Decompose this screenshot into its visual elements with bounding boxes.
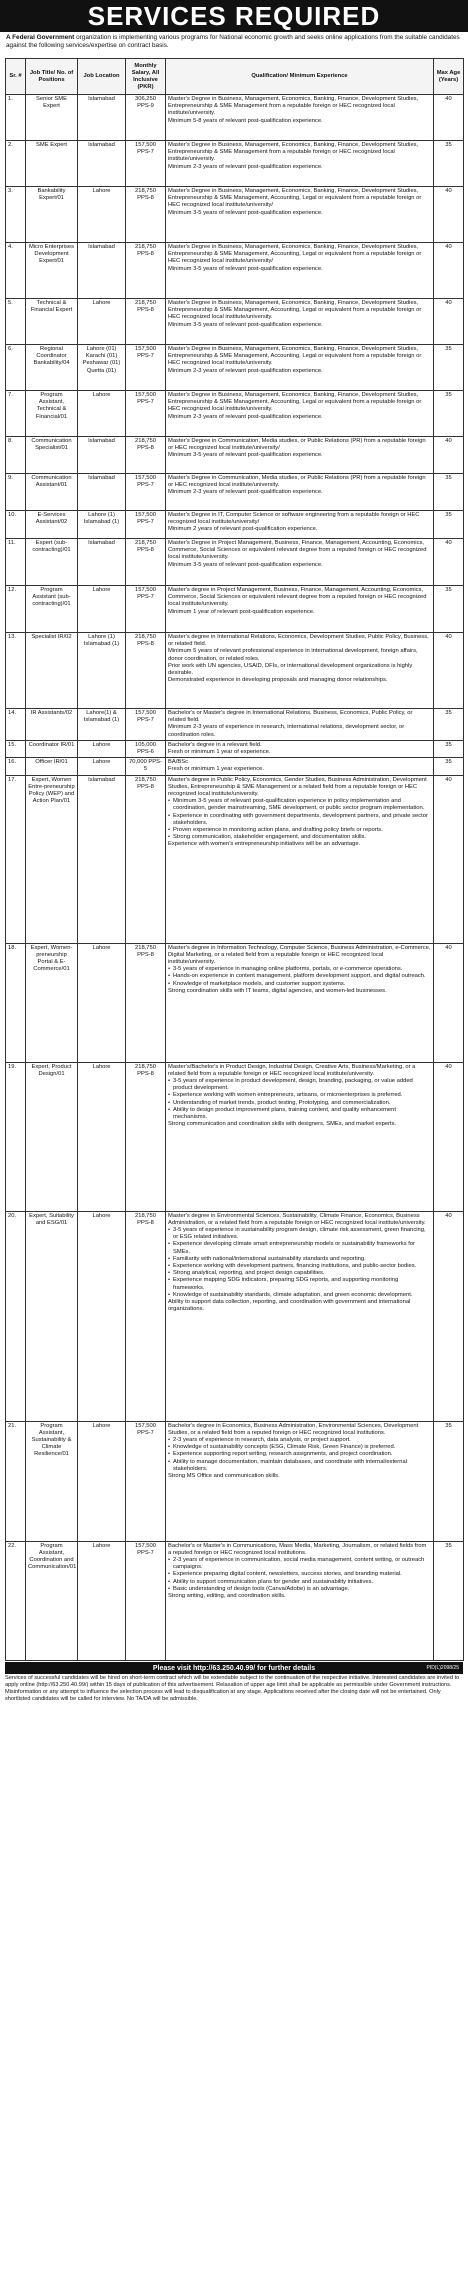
row-sr: 6. xyxy=(6,345,26,391)
qualification-bullets xyxy=(168,1437,431,1473)
row-salary: 157,500 PPS-7 xyxy=(126,1541,166,1660)
row-qualification xyxy=(166,740,434,757)
qualification-line: Bachelor's degree in Economics, Business Administration, Environmental Sciences, Development Studies, or a related field from a reputed foreign or HEC recognized local institutions. xyxy=(168,1422,419,1436)
table-row xyxy=(6,758,464,775)
table-row xyxy=(6,391,464,437)
row-location: Islamabad xyxy=(78,474,126,511)
row-age: 35 xyxy=(434,474,464,511)
row-sr: 1. xyxy=(6,95,26,141)
row-job-title: Communication Assistant/01 xyxy=(26,474,78,511)
qualification-line: Master's Degree in Business, Management, Economics, Banking, Finance, Development Studies, Entrepreneurship & SME Management, Accounting, Legal or equivalent from a reputable foreign or HEC recognized local institute/university/ xyxy=(168,188,422,209)
row-salary: 157,500 PPS-7 xyxy=(126,586,166,633)
row-location: Lahore xyxy=(78,299,126,345)
qualification-line: Minimum 3-5 years of relevant post-qualification experience. xyxy=(168,265,323,272)
row-salary: 157,500 PPS-7 xyxy=(126,391,166,437)
table-row xyxy=(6,1062,464,1211)
row-salary: 105,000 PPS-6 xyxy=(126,740,166,757)
qualification-bullet: • 2-3 years of experience in communication, social media management, content writing, or outreach campaigns. xyxy=(168,1557,431,1571)
row-sr: 9. xyxy=(6,474,26,511)
qualification-line: BA/BSc xyxy=(168,759,188,766)
qualification-line: Master's Degree in Business, Management, Economics, Banking, Finance, Development Studies, Entrepreneurship & SME Management, Accounting, Legal or equivalent from a reputable foreign or HEC recognized local institute/university. xyxy=(168,346,422,367)
table-row xyxy=(6,243,464,299)
row-location: Lahore xyxy=(78,1062,126,1211)
table-row xyxy=(6,1541,464,1660)
row-location: Lahore (1) Islamabad (1) xyxy=(78,633,126,709)
qualification-line: Master's Degree in Business, Management, Economics, Banking, Finance, Development Studies, Entrepreneurship & SME Management, Accounting, Legal or equivalent from a reputable foreign or HEC recognized local institute/university/ xyxy=(168,244,422,265)
table-row xyxy=(6,1421,464,1541)
qualification-bullet: • Familiarity with national/international sustainability standards and reporting. xyxy=(168,1256,431,1263)
row-qualification xyxy=(166,539,434,586)
row-age: 35 xyxy=(434,740,464,757)
row-age: 40 xyxy=(434,1062,464,1211)
row-sr: 8. xyxy=(6,437,26,474)
qualification-line: Master's degree in Information Technology, Computer Science, Business Administration, e-Commerce, Digital Marketing, or a related field from a reputable foreign or HEC recognized local institute/university. xyxy=(168,944,431,966)
row-salary: 157,500 PPS-7 xyxy=(126,709,166,741)
qualification-line: Master's degree in International Relations, Economics, Development Studies, Public Policy, Business, or related field. xyxy=(168,634,429,648)
table-row xyxy=(6,586,464,633)
qualification-line: Minimum 5 years of relevant professional experience in international development, foreign affairs, donor coordination, or related roles. xyxy=(168,648,418,662)
row-job-title: Communication Specialist/01 xyxy=(26,437,78,474)
row-job-title: Expert, Women Entre-preneurship Policy (WEP) and Action Plan/01 xyxy=(26,775,78,943)
qualification-line: Minimum 3-5 years of relevant post-qualification experience. xyxy=(168,209,323,216)
header-age: Max Age (Years) xyxy=(434,59,464,95)
row-qualification xyxy=(166,1062,434,1211)
row-qualification xyxy=(166,511,434,539)
intro-text xyxy=(0,32,468,58)
table-row xyxy=(6,775,464,943)
row-salary: 157,500 PPS-7 xyxy=(126,1421,166,1541)
row-age: 40 xyxy=(434,775,464,943)
qualification-bullets xyxy=(168,798,431,841)
qualification-bullet: • Experience working with women entrepreneurs, artisans, or microenterprises is preferred. xyxy=(168,1092,431,1099)
row-qualification xyxy=(166,95,434,141)
row-location: Lahore xyxy=(78,586,126,633)
row-age: 40 xyxy=(434,437,464,474)
row-sr: 3. xyxy=(6,187,26,243)
row-job-title: Micro Enterprises Development Expert/01 xyxy=(26,243,78,299)
jobs-table xyxy=(5,58,464,1661)
intro-body: organization is implementing various programs for National economic growth and seeks online applications from the suitable candidates against the following services/expertise on contract basis. xyxy=(6,34,460,49)
qualification-bullet: • Ability to design product improvement plans, training content, and quality enhancement mechanisms. xyxy=(168,1107,431,1121)
qualification-line: Master's degree in Public Policy, Economics, Gender Studies, Business Administration, Development Studies, Entrepreneurship & SME Management or a related field from a reputable foreign or HEC recognized local institute/university. xyxy=(168,776,427,798)
qualification-line: Master's Degree in Communication, Media studies, or Public Relations (PR) from a reputable foreign or HEC recognized local institute/university/ xyxy=(168,438,426,452)
qualification-line: Minimum 2-3 years of relevant post-qualification experience. xyxy=(168,367,323,374)
row-location: Lahore xyxy=(78,1541,126,1660)
qualification-bullet: • Knowledge of sustainability standards, climate adaptation, and green economic development. xyxy=(168,1292,431,1299)
row-location: Lahore xyxy=(78,1211,126,1421)
row-salary: 157,500 PPS-7 xyxy=(126,345,166,391)
row-job-title: Expert, Product Design/01 xyxy=(26,1062,78,1211)
qualification-line: Prior work with UN agencies, USAID, DFIs, or international development organizations is highly desirable. xyxy=(168,662,413,677)
table-row xyxy=(6,474,464,511)
row-sr: 5. xyxy=(6,299,26,345)
row-age: 40 xyxy=(434,633,464,709)
table-row xyxy=(6,345,464,391)
qualification-tail: Ability to support data collection, reporting, and coordination with government and international organizations. xyxy=(168,1299,411,1313)
row-job-title: Expert, Women-preneurship Portal & E-Commerce/01 xyxy=(26,943,78,1062)
qualification-bullet: • Minimum 3-5 years of relevant post-qualification experience in policy implementation and coordination, gender mainstreaming, SME development, or public sector program implementation. xyxy=(168,798,431,812)
row-job-title: Program Assistant (sub-contracting)/01 xyxy=(26,586,78,633)
qualification-line: Minimum 2-3 years of relevant post-qualification experience. xyxy=(168,489,323,496)
row-location: Lahore xyxy=(78,391,126,437)
table-body xyxy=(6,95,464,1661)
row-job-title: Program Assistant, Coordination and Communication/01 xyxy=(26,1541,78,1660)
row-location: Lahore xyxy=(78,943,126,1062)
row-job-title: SME Expert xyxy=(26,141,78,187)
row-qualification xyxy=(166,437,434,474)
row-age: 40 xyxy=(434,187,464,243)
row-job-title: E-Services Assistant/02 xyxy=(26,511,78,539)
qualification-line: Minimum 1 year of relevant post-qualification experience. xyxy=(168,608,315,615)
row-sr: 2. xyxy=(6,141,26,187)
row-job-title: Officer IR/01 xyxy=(26,758,78,775)
table-row xyxy=(6,943,464,1062)
qualification-line: Minimum 3-5 years of relevant post-qualification experience. xyxy=(168,321,323,328)
footer-visit-link[interactable]: Please visit http://63.250.40.99/ for further details xyxy=(152,1664,316,1672)
qualification-bullet: • Strong analytical, reporting, and project design capabilities. xyxy=(168,1270,431,1277)
qualification-bullet: • Knowledge of marketplace models, and customer support systems. xyxy=(168,981,431,988)
table-row xyxy=(6,709,464,741)
table-row xyxy=(6,633,464,709)
qualification-line: Master's degree in Environmental Sciences, Sustainability, Climate Finance, Economics, Business Administration, or a related field from a reputable foreign or HEC recognized local institute/university. xyxy=(168,1212,426,1226)
qualification-bullets xyxy=(168,1557,431,1593)
qualification-line: Master's Degree in Business, Management, Economics, Banking, Finance, Development Studies, Entrepreneurship & SME Management from a reputable foreign or HEC recognized local institute/university. xyxy=(168,96,419,117)
row-sr: 17. xyxy=(6,775,26,943)
qualification-tail: Strong writing, editing, and coordination skills. xyxy=(168,1593,286,1600)
qualification-bullet: • Experience in coordinating with government departments, development partners, and private sector stakeholders. xyxy=(168,813,431,827)
banner-title: SERVICES REQUIRED xyxy=(0,0,468,32)
qualification-line: Demonstrated experience in developing proposals and managing donor relationships. xyxy=(168,677,388,684)
qualification-bullet: • Ability to manage documentation, maintain databases, and coordinate with internal/external stakeholders. xyxy=(168,1459,431,1473)
table-row xyxy=(6,511,464,539)
table-row xyxy=(6,95,464,141)
row-location: Islamabad xyxy=(78,141,126,187)
row-job-title: Senior SME Expert xyxy=(26,95,78,141)
row-qualification xyxy=(166,474,434,511)
qualification-line: Minimum 3-5 years of relevant post-qualification experience. xyxy=(168,452,323,459)
row-qualification xyxy=(166,586,434,633)
row-location: Islamabad xyxy=(78,539,126,586)
row-age: 35 xyxy=(434,141,464,187)
row-location: Islamabad xyxy=(78,437,126,474)
row-location: Lahore xyxy=(78,1421,126,1541)
table-row xyxy=(6,740,464,757)
row-qualification xyxy=(166,391,434,437)
row-location: Islamabad xyxy=(78,243,126,299)
qualification-line: Bachelor's or Master's in Communications, Mass Media, Marketing, Journalism, or related fields from a reputed foreign or HEC recognized local institutions. xyxy=(168,1542,427,1556)
row-age: 35 xyxy=(434,345,464,391)
qualification-bullet: • Experience working with development partners, financing institutions, and public-sector bodies. xyxy=(168,1263,431,1270)
row-salary: 218,750 PPS-8 xyxy=(126,1062,166,1211)
row-qualification xyxy=(166,633,434,709)
row-age: 40 xyxy=(434,1211,464,1421)
row-age: 35 xyxy=(434,391,464,437)
row-location: Lahore xyxy=(78,740,126,757)
row-salary: 218,750 PPS-8 xyxy=(126,539,166,586)
row-sr: 11. xyxy=(6,539,26,586)
row-sr: 20. xyxy=(6,1211,26,1421)
qualification-bullet: • Experience mapping SDG indicators, preparing SDG reports, and supporting monitoring frameworks. xyxy=(168,1277,431,1291)
row-sr: 22. xyxy=(6,1541,26,1660)
qualification-line: Master's Degree in Communication, Media studies, or Public Relations (PR) from a reputable foreign or HEC recognized local institute/university. xyxy=(168,475,426,489)
row-sr: 21. xyxy=(6,1421,26,1541)
row-salary: 218,750 PPS-8 xyxy=(126,775,166,943)
row-job-title: Program Assistant, Technical & Financial/01 xyxy=(26,391,78,437)
row-location: Lahore(1) & Islamabad (1) xyxy=(78,709,126,741)
row-job-title: IR Assistants/02 xyxy=(26,709,78,741)
qualification-bullet: • Knowledge of sustainability concepts (ESG, Climate Risk, Green Finance) is preferred. xyxy=(168,1444,431,1451)
qualification-line: Fresh or minimum 1 year experience. xyxy=(168,766,265,773)
qualification-line: Bachelor's or Master's degree in International Relations, Business, Economics, Public Policy, or related field. xyxy=(168,710,413,724)
row-salary: 218,750 PPS-8 xyxy=(126,243,166,299)
row-age: 40 xyxy=(434,299,464,345)
qualification-bullet: • Basic understanding of design tools (Canva/Adobe) is an advantage. xyxy=(168,1586,431,1593)
qualification-bullet: • Ability to support communication plans for gender and sustainability initiatives. xyxy=(168,1579,431,1586)
row-job-title: Bankability Expert/01 xyxy=(26,187,78,243)
row-qualification xyxy=(166,1541,434,1660)
qualification-line: Fresh or minimum 1 year of experience. xyxy=(168,749,271,756)
header-location: Job Location xyxy=(78,59,126,95)
qualification-line: Minimum 2 years of relevant post-qualification experience. xyxy=(168,526,318,533)
row-sr: 16. xyxy=(6,758,26,775)
qualification-tail: Experience with women's entrepreneurship initiatives will be an advantage. xyxy=(168,841,361,848)
row-job-title: Expert, Suitability and ESG/01 xyxy=(26,1211,78,1421)
row-qualification xyxy=(166,141,434,187)
qualification-bullet: • 3-5 years of experience in product development, design, branding, packaging, or value added product development. xyxy=(168,1078,431,1092)
row-qualification xyxy=(166,758,434,775)
row-salary: 218,750 PPS-8 xyxy=(126,299,166,345)
qualification-line: Master's degree in Project Management, Business, Finance, Management, Accounting, Economics, Commerce, Social Sciences or equivalent relevant degree from a reputed foreign or HEC recognized local institute/university. xyxy=(168,587,427,608)
row-age: 35 xyxy=(434,586,464,633)
qualification-bullet: • 3-5 years of experience in managing online platforms, portals, or e-commerce operations. xyxy=(168,966,431,973)
qualification-line: Bachelor's degree in a relevant field. xyxy=(168,741,262,748)
row-job-title: Program Assistant, Sustainability & Climate Resilience/01 xyxy=(26,1421,78,1541)
qualification-bullet: • Experience developing climate smart entrepreneurship models or sustainability frameworks for SMEs. xyxy=(168,1241,431,1255)
row-age: 40 xyxy=(434,95,464,141)
table-row xyxy=(6,141,464,187)
row-age: 35 xyxy=(434,511,464,539)
row-salary: 218,750 PPS-8 xyxy=(126,437,166,474)
row-job-title: Expert (sub-contracting)/01 xyxy=(26,539,78,586)
row-salary: 70,000 PPS-5 xyxy=(126,758,166,775)
qualification-bullet: • Understanding of market trends, product testing, Prototyping, and commercialization. xyxy=(168,1100,431,1107)
row-age: 35 xyxy=(434,758,464,775)
row-qualification xyxy=(166,775,434,943)
row-job-title: Coordinator IR/01 xyxy=(26,740,78,757)
row-qualification xyxy=(166,299,434,345)
header-salary: Monthly Salary, All Inclusive (PKR) xyxy=(126,59,166,95)
header-job-title: Job Title/ No. of Positions xyxy=(26,59,78,95)
header-sr: Sr. # xyxy=(6,59,26,95)
qualification-line: Minimum 2-3 years of relevant post-qualification experience. xyxy=(168,163,323,170)
qualification-bullet: • 2-3 years of experience in research, data analysis, or project support. xyxy=(168,1437,431,1444)
row-sr: 19. xyxy=(6,1062,26,1211)
row-sr: 4. xyxy=(6,243,26,299)
qualification-line: Master's Degree in Project Management, Business, Finance, Management, Accounting, Economics, Commerce, Social Sciences or equivalent relevant degree from a reputed foreign or HEC recognized local institute/university. xyxy=(168,540,427,561)
qualification-bullet: • Hands-on experience in content management, platform development support, and digital outreach. xyxy=(168,973,431,980)
footer-visit-bar xyxy=(5,1662,463,1674)
row-salary: 218,750 PPS-8 xyxy=(126,187,166,243)
row-sr: 10. xyxy=(6,511,26,539)
table-row xyxy=(6,187,464,243)
header-qualification: Qualification/ Minimum Experience xyxy=(166,59,434,95)
row-location: Lahore (1) Islamabad (1) xyxy=(78,511,126,539)
qualification-line: Minimum 5-8 years of relevant post-qualification experience. xyxy=(168,117,323,124)
row-age: 35 xyxy=(434,1541,464,1660)
qualification-line: Master's Degree in Business, Management, Economics, Banking, Finance, Development Studies, Entrepreneurship & SME Management from a reputable foreign or HEC recognized local institute/university. xyxy=(168,142,419,163)
row-salary: 157,500 PPS-7 xyxy=(126,141,166,187)
qualification-bullet: • Experience supporting report writing, research assignments, and project coordination. xyxy=(168,1451,431,1458)
qualification-tail: Strong coordination skills with IT teams, digital agencies, and women-led businesses. xyxy=(168,987,387,994)
row-location: Lahore xyxy=(78,187,126,243)
row-sr: 14. xyxy=(6,709,26,741)
row-qualification xyxy=(166,1211,434,1421)
row-job-title: Technical & Financial Expert xyxy=(26,299,78,345)
qualification-line: Master's Degree in Business, Management, Economics, Banking, Finance, Development Studies, Entrepreneurship & SME Management, Accounting, Legal or equivalent from a reputable foreign or HEC recognized local institute/university. xyxy=(168,392,422,413)
intro-org: A Federal Government xyxy=(6,34,75,41)
row-sr: 7. xyxy=(6,391,26,437)
qualification-line: Master's Degree in Business, Management, Economics, Banking, Finance, Development Studies, Entrepreneurship & SME Management, Accounting, Legal or equivalent from a reputable foreign or HEC recognized local institute/university. xyxy=(168,300,422,321)
qualification-tail: Strong communication and coordination skills with designers, SMEs, and market experts. xyxy=(168,1121,397,1128)
row-qualification xyxy=(166,1421,434,1541)
row-salary: 157,500 PPS-7 xyxy=(126,511,166,539)
row-qualification xyxy=(166,345,434,391)
qualification-bullet: • Strong communication, stakeholder engagement, and documentation skills. xyxy=(168,834,431,841)
row-sr: 13. xyxy=(6,633,26,709)
row-age: 35 xyxy=(434,709,464,741)
qualification-bullet: • 3-5 years of experience in sustainability program design, climate risk assessment, green financing, or ESG related initiatives. xyxy=(168,1227,431,1241)
table-row xyxy=(6,437,464,474)
qualification-line: Minimum 2-3 years of experience in research, international relations, development sector, or coordination roles. xyxy=(168,724,405,738)
row-qualification xyxy=(166,187,434,243)
qualification-bullet: • Proven experience in monitoring action plans, and drafting policy briefs or reports. xyxy=(168,827,431,834)
row-qualification xyxy=(166,709,434,741)
row-job-title: Specialist IR/02 xyxy=(26,633,78,709)
footer-notes: Services of successful candidates will be hired on short-term contract which will be extendable subject to the continuation of the respective initiative. Interested candidates are invited to apply online (http://63.250.40.99/) within 15 days of publication of this advertisement. Relaxation of upper age limit shall be applicable as permissible under Government instructions. Misinformation or any attempt to influence the selection process will lead to disqualification at any stage. Applications received after the closing date will not be entertained. Only shortlisted candidates will be called for interview. No TA/DA will be admissible. xyxy=(5,1675,460,1702)
row-age: 35 xyxy=(434,1421,464,1541)
table-row xyxy=(6,299,464,345)
row-salary: 218,750 PPS-8 xyxy=(126,943,166,1062)
row-qualification xyxy=(166,943,434,1062)
row-sr: 12. xyxy=(6,586,26,633)
row-location: Lahore (01) Karachi (01) Peshawar (01) Quetta (01) xyxy=(78,345,126,391)
qualification-line: Minimum 3-5 years of relevant post-qualification experience. xyxy=(168,561,323,568)
footer-pid: PID(L)2098/25 xyxy=(426,1665,459,1671)
row-location: Islamabad xyxy=(78,775,126,943)
row-salary: 157,500 PPS-7 xyxy=(126,474,166,511)
qualification-bullets xyxy=(168,966,431,988)
qualification-line: Minimum 2-3 years of relevant post-qualification experience. xyxy=(168,413,323,420)
row-location: Lahore xyxy=(78,758,126,775)
row-age: 40 xyxy=(434,243,464,299)
row-salary: 218,750 PPS-8 xyxy=(126,633,166,709)
table-row xyxy=(6,539,464,586)
qualification-bullets xyxy=(168,1078,431,1121)
table-row xyxy=(6,1211,464,1421)
row-qualification xyxy=(166,243,434,299)
table-header-row xyxy=(6,59,464,95)
row-location: Islamabad xyxy=(78,95,126,141)
row-sr: 15. xyxy=(6,740,26,757)
qualification-bullet: • Experience preparing digital content, newsletters, success stories, and branding material. xyxy=(168,1571,431,1578)
qualification-line: Master's Degree in IT, Computer Science or software engineering from a reputable foreign or HEC recognized local institute/university/ xyxy=(168,512,420,526)
row-salary: 306,250 PPS-9 xyxy=(126,95,166,141)
qualification-bullets xyxy=(168,1227,431,1299)
row-salary: 218,750 PPS-8 xyxy=(126,1211,166,1421)
row-sr: 18. xyxy=(6,943,26,1062)
qualification-line: Master's/Bachelor's in Product Design, Industrial Design, Creative Arts, Business/Marketing, or a related field from a reputable foreign or HEC recognized local institute/university. xyxy=(168,1063,416,1077)
qualification-tail: Strong MS Office and communication skills. xyxy=(168,1473,280,1480)
row-age: 40 xyxy=(434,539,464,586)
row-age: 40 xyxy=(434,943,464,1062)
row-job-title: Regional Coordinator Bankability/04 xyxy=(26,345,78,391)
